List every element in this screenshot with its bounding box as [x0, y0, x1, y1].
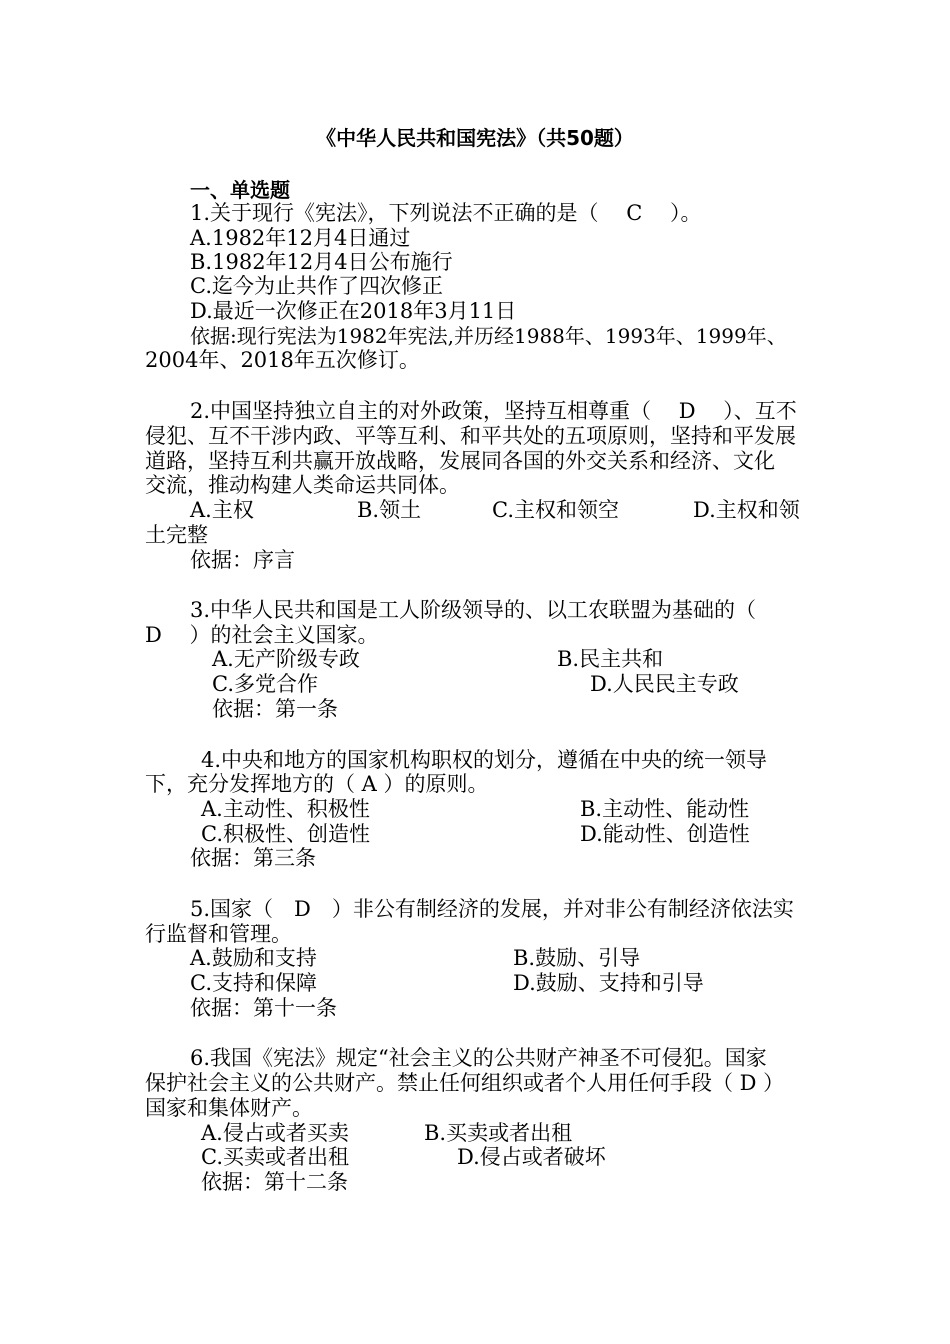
q5-option-c: C.支持和保障 — [190, 971, 317, 995]
q6-stem-line1: 6.我国《宪法》规定“社会主义的公共财产神圣不可侵犯。国家 — [190, 1046, 767, 1070]
q6-option-b: B.买卖或者出租 — [424, 1121, 573, 1145]
q1-option-c: C.迄今为止共作了四次修正 — [190, 274, 443, 298]
q1-basis-line2: 2004年、2018年五次修订。 — [145, 348, 420, 372]
q5-basis: 依据：第十一条 — [190, 996, 337, 1020]
q1-option-b: B.1982年12月4日公布施行 — [190, 250, 453, 274]
q3-option-c: C.多党合作 — [212, 672, 318, 696]
q6-basis: 依据：第十二条 — [201, 1170, 348, 1194]
q2-option-b: B.领土 — [357, 498, 422, 522]
q4-option-a: A.主动性、积极性 — [201, 797, 370, 821]
q1-option-a: A.1982年12月4日通过 — [190, 226, 411, 250]
q3-option-a: A.无产阶级专政 — [212, 647, 360, 671]
q2-stem-line3: 道路，坚持互利共赢开放战略，发展同各国的外交关系和经济、文化 — [145, 449, 775, 473]
q1-option-d: D.最近一次修正在2018年3月11日 — [190, 299, 517, 323]
q3-stem-line1: 3.中华人民共和国是工人阶级领导的、以工农联盟为基础的（ — [190, 598, 757, 622]
q2-stem-line2: 侵犯、互不干涉内政、平等互利、和平共处的五项原则，坚持和平发展 — [145, 424, 796, 448]
q5-option-d: D.鼓励、支持和引导 — [513, 971, 704, 995]
q6-option-a: A.侵占或者买卖 — [201, 1121, 349, 1145]
q2-option-d: D.主权和领 — [693, 498, 800, 522]
q4-stem-line1: 4.中央和地方的国家机构职权的划分，遵循在中央的统一领导 — [201, 748, 768, 772]
q3-basis: 依据：第一条 — [212, 697, 338, 721]
q2-option-c: C.主权和领空 — [492, 498, 619, 522]
q4-option-b: B.主动性、能动性 — [580, 797, 750, 821]
q3-option-d: D.人民民主专政 — [590, 672, 739, 696]
section-heading: 一、单选题 — [190, 178, 290, 202]
q2-option-d-cont: 土完整 — [145, 523, 208, 547]
q1-stem: 1.关于现行《宪法》，下列说法不正确的是（ C ）。 — [190, 201, 702, 225]
q5-option-a: A.鼓励和支持 — [190, 946, 317, 970]
q2-stem-line4: 交流，推动构建人类命运共同体。 — [145, 473, 460, 497]
q6-option-c: C.买卖或者出租 — [201, 1145, 349, 1169]
q5-option-b: B.鼓励、引导 — [513, 946, 641, 970]
q2-stem-line1: 2.中国坚持独立自主的对外政策，坚持互相尊重（ D ）、互不 — [190, 399, 797, 423]
q3-stem-line2: D ）的社会主义国家。 — [145, 623, 379, 647]
page-title: 《中华人民共和国宪法》（共50题） — [316, 126, 634, 150]
q5-stem-line1: 5.国家（ D ）非公有制经济的发展，并对非公有制经济依法实 — [190, 897, 794, 921]
q1-basis-line1: 依据:现行宪法为1982年宪法,并历经1988年、1993年、1999年、 — [190, 324, 787, 348]
q4-basis: 依据：第三条 — [190, 846, 316, 870]
q2-option-a: A.主权 — [190, 498, 254, 522]
q6-option-d: D.侵占或者破坏 — [457, 1145, 606, 1169]
q4-stem-line2: 下，充分发挥地方的（ A ）的原则。 — [145, 772, 489, 796]
q5-stem-line2: 行监督和管理。 — [145, 922, 292, 946]
q6-stem-line2: 保护社会主义的公共财产。禁止任何组织或者个人用任何手段（ D ） — [145, 1071, 785, 1095]
q4-option-d: D.能动性、创造性 — [580, 822, 750, 846]
q6-stem-line3: 国家和集体财产。 — [145, 1096, 313, 1120]
q4-option-c: C.积极性、创造性 — [201, 822, 370, 846]
q2-basis: 依据：序言 — [190, 548, 295, 572]
q3-option-b: B.民主共和 — [557, 647, 664, 671]
